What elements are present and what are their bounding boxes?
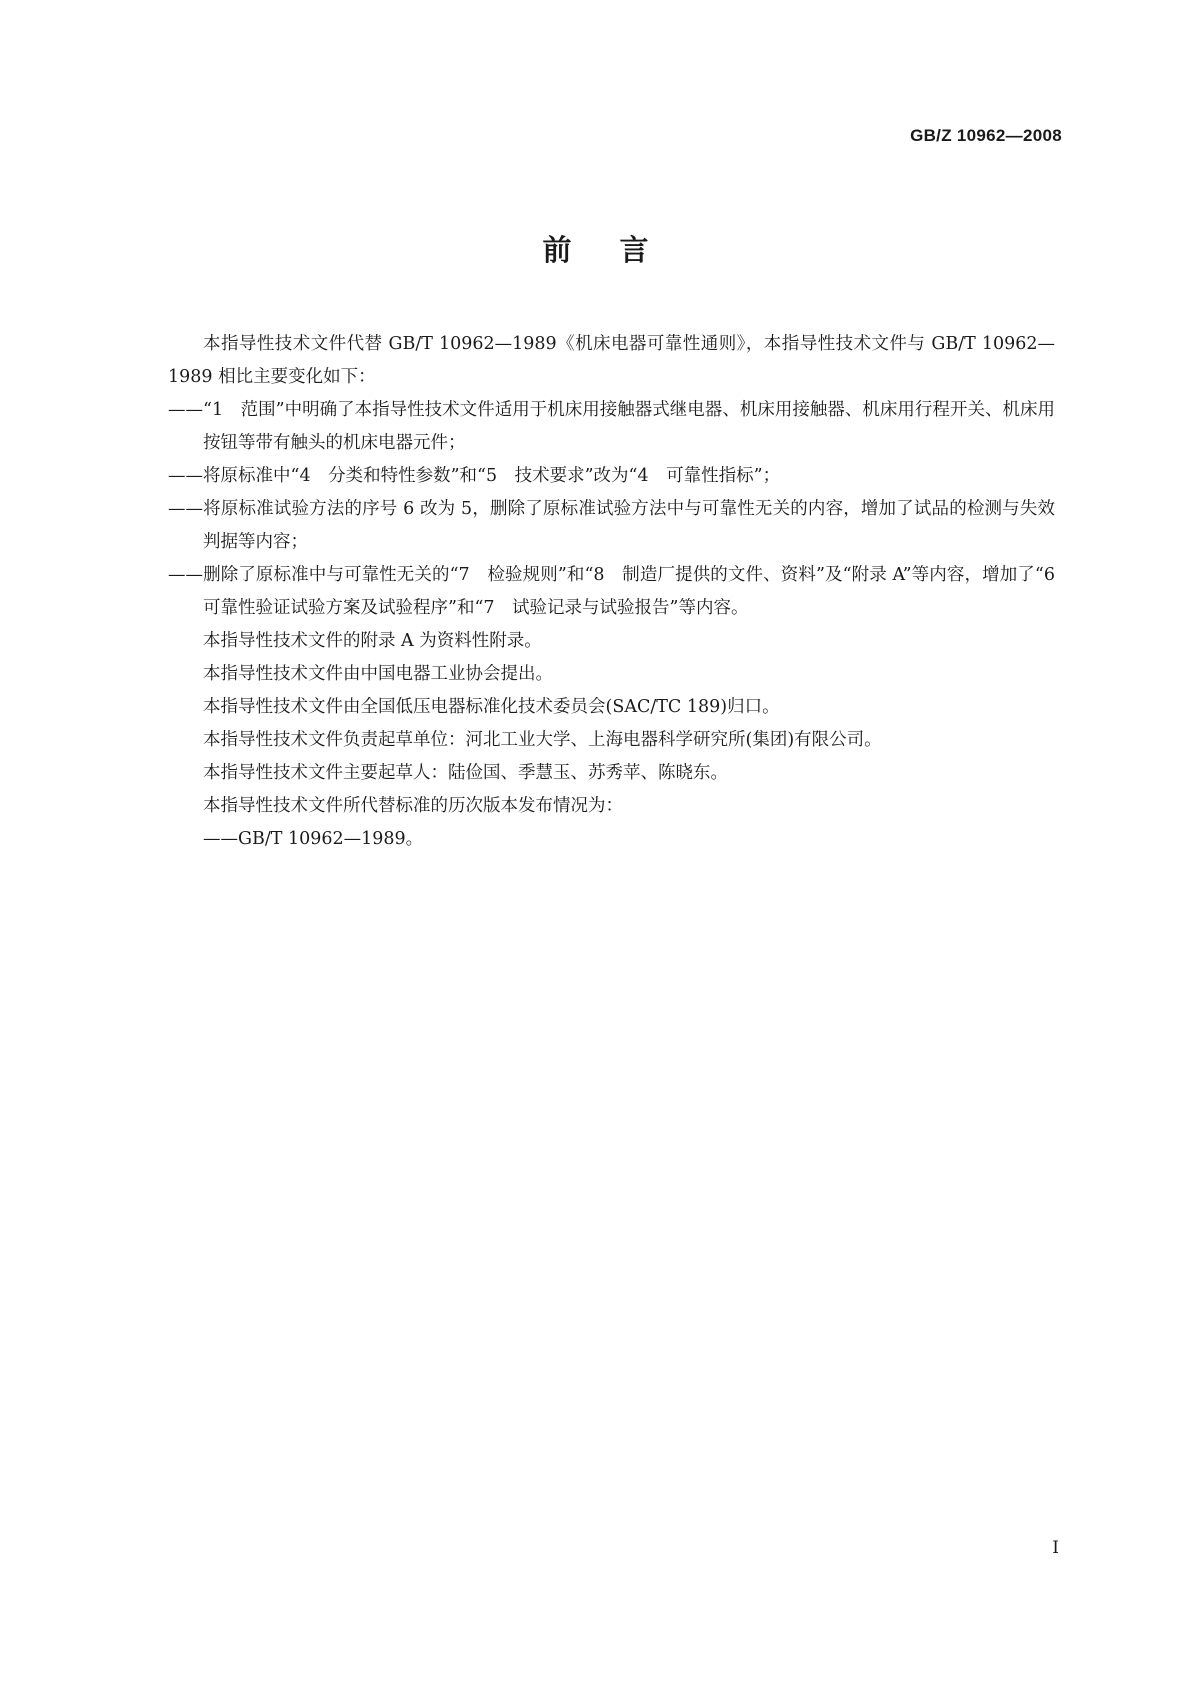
intro-paragraph: 本指导性技术文件代替 GB/T 10962—1989《机床电器可靠性通则》，本指导性技术文件与 GB/T 10962—1989 相比主要变化如下： [168,334,1055,387]
page-title: 前言 [542,233,697,267]
drafting-units-statement: 本指导性技术文件负责起草单位：河北工业大学、上海电器科学研究所(集团)有限公司。 [203,730,882,750]
change-item-4: ——删除了原标准中与可靠性无关的“7 检验规则”和“8 制造厂提供的文件、资料”及“附录 A”等内容，增加了“6 可靠性验证试验方案及试验程序”和“7 试验记录与试验报告”等内容。 [168,565,1073,618]
change-item-1: ——“1 范围”中明确了本指导性技术文件适用于机床用接触器式继电器、机床用接触器、机床用行程开关、机床用按钮等带有触头的机床电器元件； [168,400,1055,453]
centralized-statement: 本指导性技术文件由全国低压电器标准化技术委员会(SAC/TC 189)归口。 [203,697,780,717]
change-item-3: ——将原标准试验方法的序号 6 改为 5，删除了原标准试验方法中与可靠性无关的内容，增加了试品的检测与失效判据等内容； [168,499,1055,552]
foreword-body [168,328,1073,856]
annex-statement: 本指导性技术文件的附录 A 为资料性附录。 [203,631,542,651]
proposer-statement: 本指导性技术文件由中国电器工业协会提出。 [203,664,553,684]
history-statement: 本指导性技术文件所代替标准的历次版本发布情况为： [203,796,623,816]
standard-number: GB/Z 10962—2008 [910,126,1062,145]
change-item-2: ——将原标准中“4 分类和特性参数”和“5 技术要求”改为“4 可靠性指标”； [168,466,781,486]
drafters-statement: 本指导性技术文件主要起草人：陆俭国、季慧玉、苏秀苹、陈晓东。 [203,763,728,783]
page-number: I [1052,1538,1059,1558]
history-item-1: ——GB/T 10962—1989。 [203,829,424,849]
